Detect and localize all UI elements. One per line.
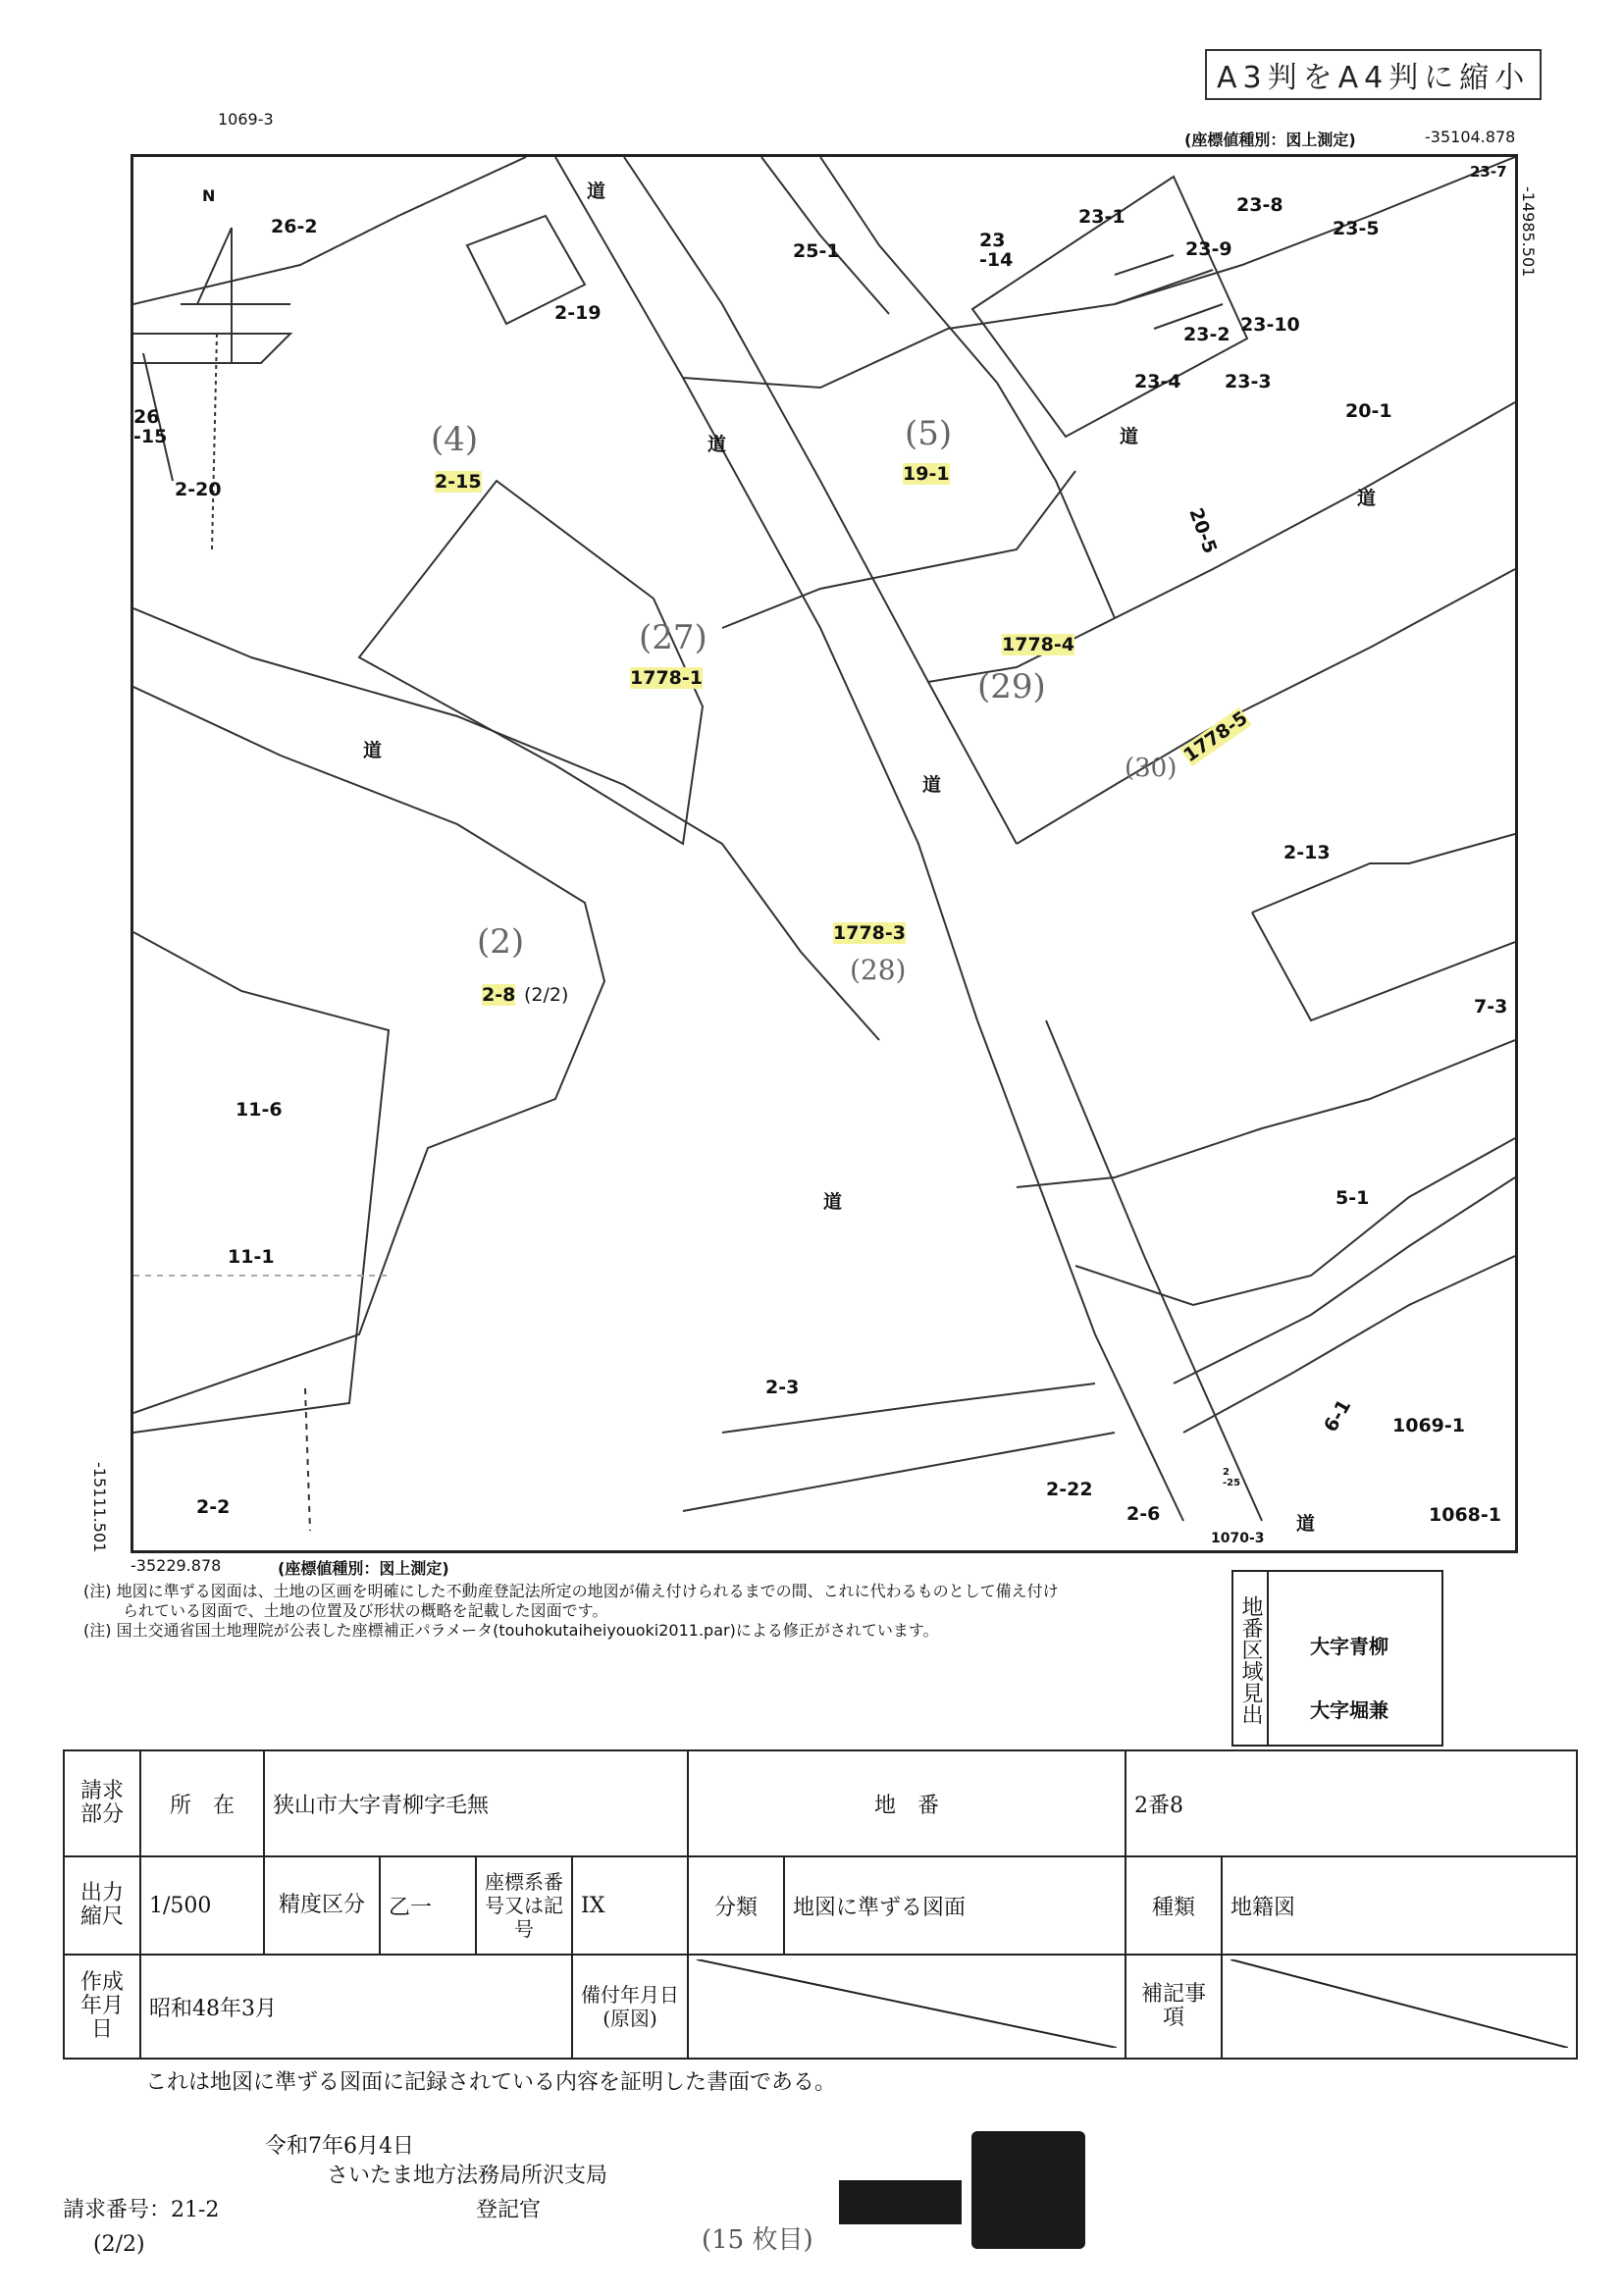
parcel-23-2: 23-2 [1183,324,1230,345]
parcel-2-25: 2 -25 [1223,1467,1241,1488]
parcel-23-8: 23-8 [1236,194,1283,216]
remarks-value [1222,1955,1577,2059]
lot-area-legend [1231,1570,1443,1747]
road-label-4: 道 [1357,488,1377,509]
coord-system-value: IX [572,1856,688,1955]
parcel-23-3: 23-3 [1225,371,1272,392]
coord-system-label: 座標系番号又は記号 [476,1856,572,1955]
reduction-stamp: A3判をA4判に縮小 [1205,49,1542,100]
parcel-11-1: 11-1 [228,1246,275,1268]
request-section-label: 請求部分 [64,1750,140,1856]
precision-label: 精度区分 [264,1856,380,1955]
parcel-1778-3: 1778-3 [833,922,906,944]
provided-date-value [688,1955,1126,2059]
handwritten-4: (4) [431,420,479,459]
parcel-23-4: 23-4 [1134,371,1181,392]
registrar-title: 登記官 [476,2198,542,2222]
parcel-1778-4: 1778-4 [1002,634,1074,655]
coord-type-top: (座標値種別：図上測定) [1184,130,1356,149]
note-line-2: られている図面で、土地の位置及び形状の概略を記載した図面です。 [123,1601,608,1620]
empty-cell-slash [1230,1959,1568,2048]
road-label-5: 道 [363,740,383,761]
handwritten-5: (5) [905,414,953,453]
request-form-table [63,1749,1578,2060]
coord-right-vertical: -14985.501 [1519,186,1538,278]
parcel-2-22: 2-22 [1046,1479,1093,1500]
handwritten-29: (29) [977,667,1046,706]
parcel-26-2: 26-2 [271,216,318,237]
parcel-1070-3: 1070-3 [1211,1531,1265,1546]
type-label: 種類 [1126,1856,1222,1955]
map-notes [83,1582,1222,1641]
road-label-3: 道 [1120,426,1139,447]
road-label-1: 道 [587,181,606,202]
certification-date: 令和7年6月4日 [265,2134,414,2159]
remarks-label: 補記事項 [1126,1955,1222,2059]
parcel-2-3: 2-3 [765,1377,800,1398]
handwritten-28: (28) [850,954,907,986]
legend-item-horikane: 大字堀兼 [1310,1698,1388,1722]
legend-item-aoyagi: 大字青柳 [1310,1635,1388,1658]
north-arrow [181,228,290,363]
parcel-23-9: 23-9 [1185,238,1232,260]
precision-value: 乙一 [380,1856,476,1955]
parcel-6-1: 6-1 [1320,1395,1356,1436]
parcel-20-5: 20-5 [1184,504,1222,557]
parcel-2-15: 2-15 [435,471,482,493]
road-label-7: 道 [823,1191,843,1213]
parcel-25-1: 25-1 [793,240,840,262]
road-label-6: 道 [922,774,942,796]
location-label: 所 在 [140,1750,264,1856]
certification-text: これは地図に準ずる図面に記録されている内容を証明した書面である。 [145,2070,837,2095]
parcel-2-6: 2-6 [1126,1503,1161,1525]
parcel-23-1: 23-1 [1078,206,1126,228]
parcel-1778-1: 1778-1 [630,667,703,689]
north-label: N [202,186,216,205]
parcel-7-3: 7-3 [1474,996,1508,1018]
lot-label: 地 番 [688,1750,1126,1856]
coord-bottom-left: -35229.878 [131,1556,222,1575]
note-line-3: (注) 国土交通省国土地理院が公表した座標補正パラメータ(touhokutaiheiyouoki2011.par)による修正がされています。 [83,1621,939,1640]
request-number: 請求番号：21-2 [63,2198,220,2222]
parcel-11-6: 11-6 [236,1099,283,1121]
parcel-2-19: 2-19 [554,302,602,324]
parcel-23-5: 23-5 [1333,218,1380,239]
parcel-20-1: 20-1 [1345,400,1392,422]
type-value: 地籍図 [1222,1856,1577,1955]
parcel-23-14: 23 -14 [979,230,1014,271]
road-label-2: 道 [707,434,727,455]
scale-label: 出力縮尺 [64,1856,140,1955]
parcel-1068-1: 1068-1 [1429,1504,1501,1526]
coord-left-vertical: -15111.501 [90,1462,109,1553]
created-value: 昭和48年3月 [140,1955,572,2059]
lot-value: 2番8 [1126,1750,1577,1856]
parcel-23-7: 23-7 [1470,163,1507,181]
location-value: 狭山市大字青柳字毛無 [264,1750,688,1856]
note-line-1: (注) 地図に準ずる図面は、土地の区画を明確にした不動産登記法所定の地図が備え付けられるまでの間、これに代わるものとして備え付け [83,1582,1059,1600]
coord-type-bottom: (座標値種別：図上測定) [278,1559,449,1578]
handwritten-30: (30) [1125,754,1178,783]
legend-heading: 地番区域見出 [1233,1572,1269,1745]
parcel-2-20: 2-20 [175,479,222,500]
classification-value: 地図に準ずる図面 [784,1856,1126,1955]
parcel-23-10: 23-10 [1240,314,1300,336]
redacted-name [839,2180,962,2224]
cadastral-map [131,154,1518,1553]
road-label-8: 道 [1296,1513,1316,1535]
created-label: 作成年月日 [64,1955,140,2059]
parcel-1778-5: 1778-5 [1179,706,1252,767]
issuing-office: さいたま地方法務局所沢支局 [327,2164,608,2188]
parcel-2-13: 2-13 [1283,842,1331,863]
handwritten-2: (2) [477,922,525,962]
page-indicator: (2/2) [93,2232,145,2257]
parcel-19-1: 19-1 [903,463,950,485]
parcel-1069-1: 1069-1 [1392,1415,1465,1436]
registrar-seal-redacted [971,2131,1085,2249]
parcel-2-8-fraction: (2/2) [524,984,569,1006]
empty-cell-slash [697,1959,1117,2048]
parcel-5-1: 5-1 [1335,1187,1370,1209]
handwritten-27: (27) [639,618,707,657]
sheet-number-note: (15 枚目) [702,2225,813,2255]
parcel-2-8: 2-8 [482,984,516,1006]
coord-top-right: -35104.878 [1425,128,1516,146]
parcel-2-2: 2-2 [196,1496,231,1518]
scale-value: 1/500 [140,1856,264,1955]
top-left-parcel-label: 1069-3 [218,110,274,129]
classification-label: 分類 [688,1856,784,1955]
provided-date-label: 備付年月日(原図) [572,1955,688,2059]
parcel-26-15: 26 -15 [133,406,168,447]
